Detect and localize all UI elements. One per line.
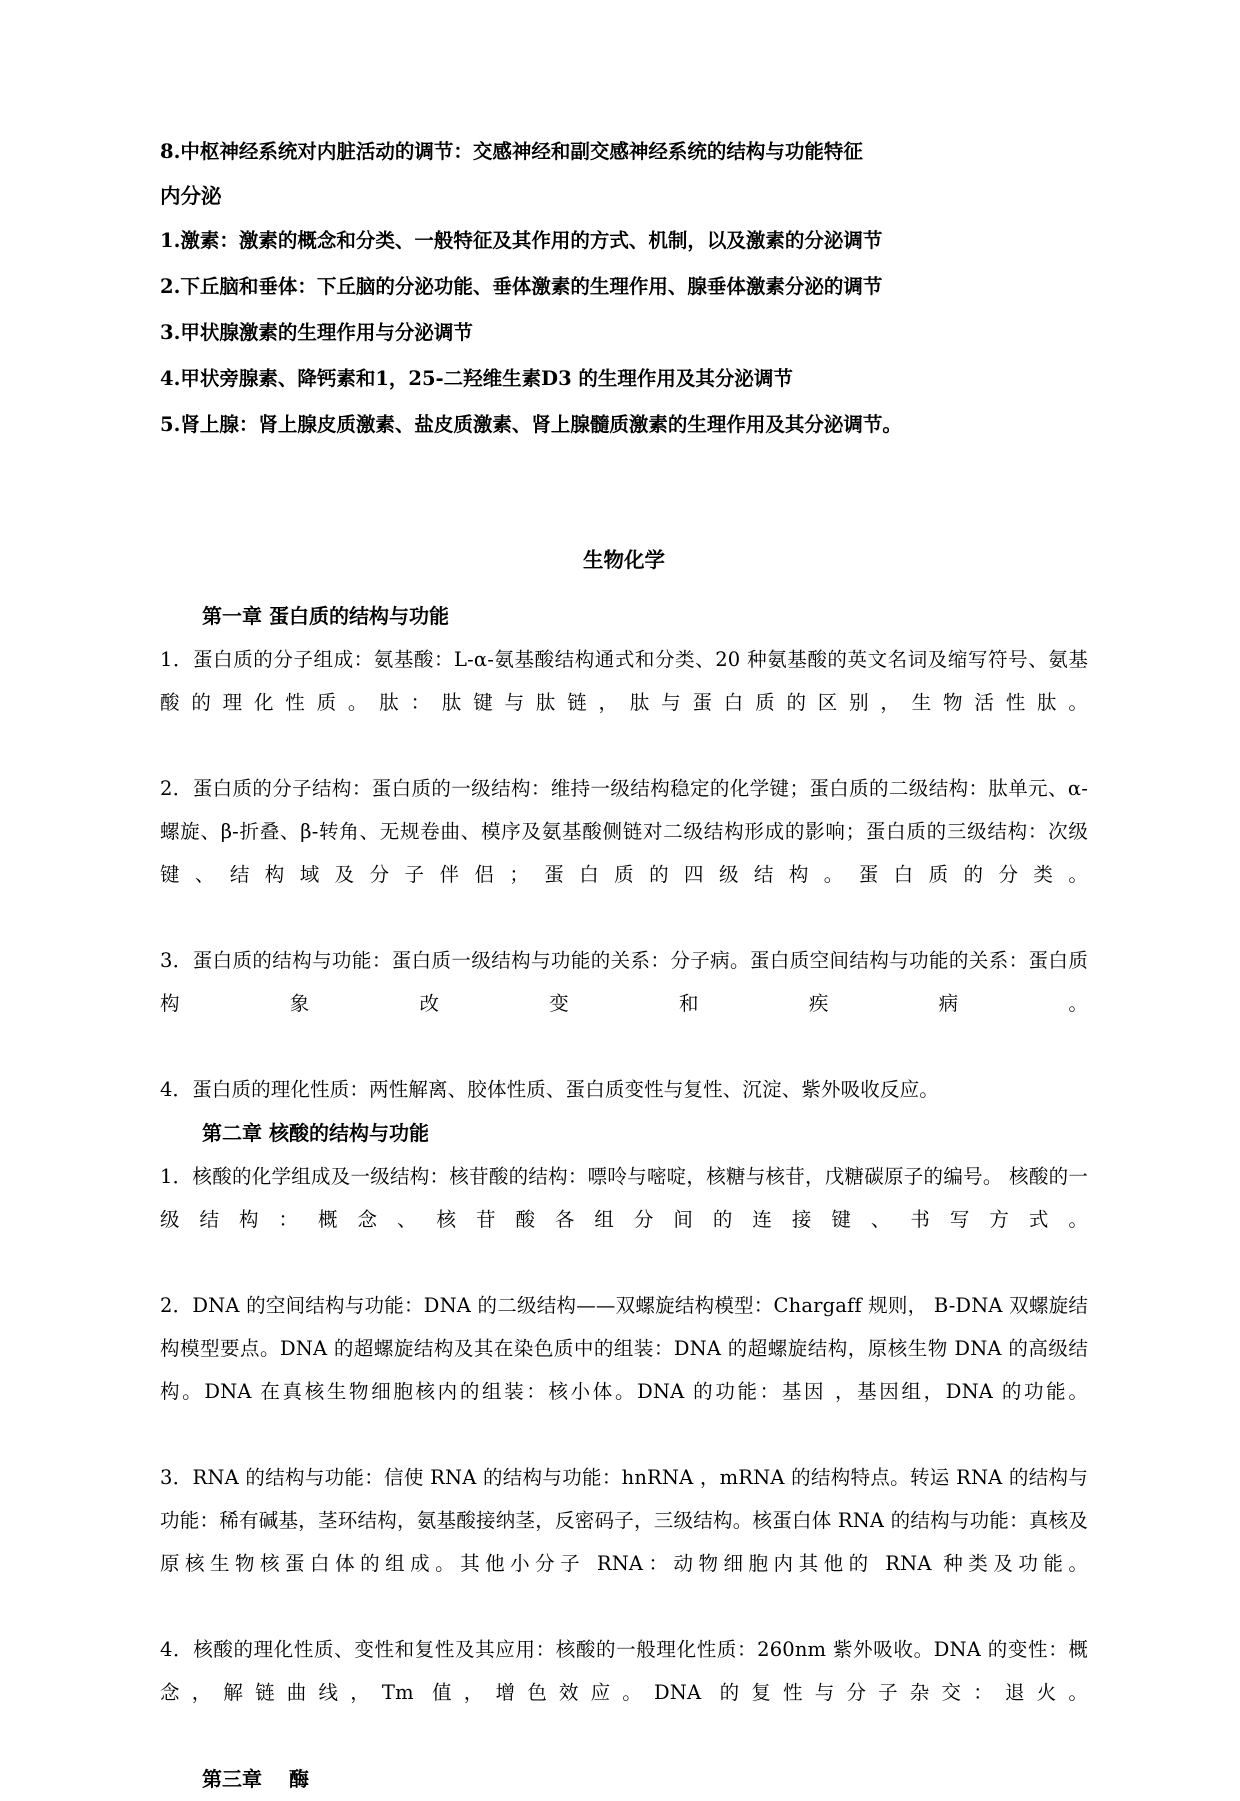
chapter-2-item-2: 2．DNA 的空间结构与功能：DNA 的二级结构——双螺旋结构模型：Chargaff 规则， B-DNA 双螺旋结构模型要点。DNA 的超螺旋结构及其在染色质中的组装：DNA 的超螺旋结构，原核生物 DNA 的高级结构。DNA 在真核生物细胞核内的组装：核小体。DNA 的功能：基因 ，基因组，DNA 的功能。 [160,1294,1088,1403]
endocrine-item-3: 3.甲状腺激素的生理作用与分泌调节 [160,321,473,344]
biochemistry-section [160,540,1088,1801]
section-gap [160,448,1088,540]
chapter-2-item-1: 1．核酸的化学组成及一级结构：核苷酸的结构：嘌呤与嘧啶，核糖与核苷，戊糖碳原子的编号。 核酸的一级结构：概念、核苷酸各组分间的连接键、书写方式。 [160,1165,1088,1231]
chapter-1-item-4: 4．蛋白质的理化性质：两性解离、胶体性质、蛋白质变性与复性、沉淀、紫外吸收反应。 [160,1078,939,1101]
physiology-section [160,130,1088,448]
endocrine-item-1: 1.激素：激素的概念和分类、一般特征及其作用的方式、机制，以及激素的分泌调节 [160,229,883,252]
chapter-1-item-2: 2．蛋白质的分子结构：蛋白质的一级结构：维持一级结构稳定的化学键；蛋白质的二级结构：肽单元、α-螺旋、β-折叠、β-转角、无规卷曲、模序及氨基酸侧链对二级结构形成的影响；蛋白质的三级结构：次级键、结构域及分子伴侣；蛋白质的四级结构。蛋白质的分类。 [160,777,1088,886]
biochemistry-title: 生物化学 [583,548,665,572]
endocrine-item-5: 5.肾上腺：肾上腺皮质激素、盐皮质激素、肾上腺髓质激素的生理作用及其分泌调节。 [160,413,902,436]
endocrine-item-2: 2.下丘脑和垂体：下丘脑的分泌功能、垂体激素的生理作用、腺垂体激素分泌的调节 [160,275,883,298]
chapter-heading-3: 第三章 酶 [202,1767,309,1791]
chapter-heading-1: 第一章 蛋白质的结构与功能 [202,604,449,628]
endocrine-item-4: 4.甲状旁腺素、降钙素和1，25-二羟维生素D3 的生理作用及其分泌调节 [160,367,793,390]
chapter-1-item-3: 3．蛋白质的结构与功能：蛋白质一级结构与功能的关系：分子病。蛋白质空间结构与功能的关系：蛋白质构象改变和疾病。 [160,949,1088,1015]
title-gap [160,580,1088,594]
chapter-1-item-1: 1．蛋白质的分子组成：氨基酸：L-α-氨基酸结构通式和分类、20 种氨基酸的英文名词及缩写符号、氨基酸的理化性质。肽：肽键与肽链，肽与蛋白质的区别，生物活性肽。 [160,648,1088,714]
chapter-2-item-3: 3．RNA 的结构与功能：信使 RNA 的结构与功能：hnRNA ，mRNA 的结构特点。转运 RNA 的结构与功能：稀有碱基，茎环结构，氨基酸接纳茎，反密码子，三级结构。核蛋白体 RNA 的结构与功能：真核及原核生物核蛋白体的组成。其他小分子 RNA：动物细胞内其他的 RNA 种类及功能。 [160,1466,1088,1575]
chapter-heading-2: 第二章 核酸的结构与功能 [202,1121,429,1145]
physiology-item-8: 8.中枢神经系统对内脏活动的调节：交感神经和副交感神经系统的结构与功能特征 [160,140,863,163]
endocrine-heading: 内分泌 [160,184,222,208]
chapter-2-item-4: 4．核酸的理化性质、变性和复性及其应用：核酸的一般理化性质：260nm 紫外吸收。DNA 的变性：概念，解链曲线，Tm 值，增色效应。DNA 的复性与分子杂交：退火。 [160,1638,1088,1704]
